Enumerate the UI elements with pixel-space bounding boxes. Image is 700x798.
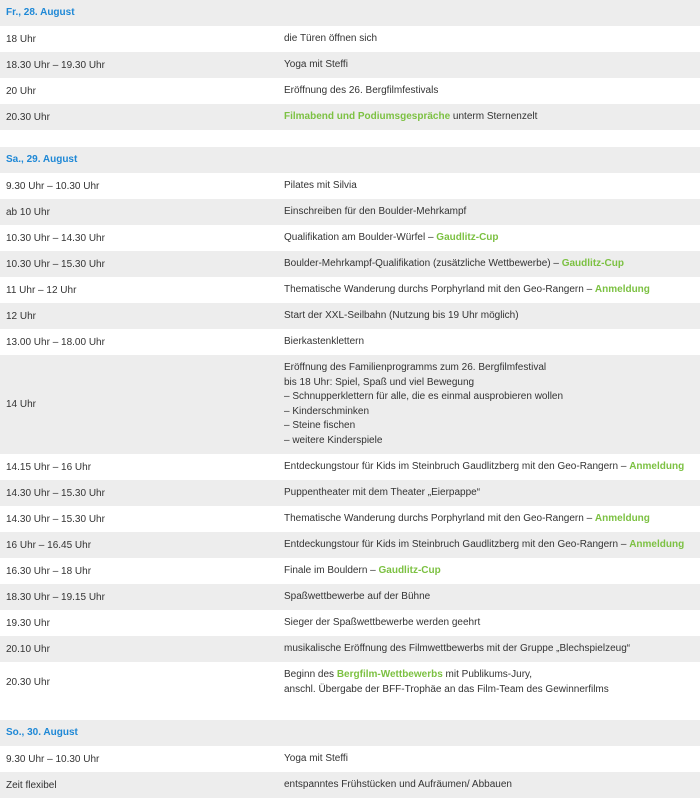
schedule-row [0, 173, 700, 199]
event-description [284, 636, 700, 662]
event-text: – Kinderschminken [284, 405, 370, 417]
event-description [284, 303, 700, 329]
event-description [284, 52, 700, 78]
event-line [284, 636, 692, 662]
event-line [284, 104, 692, 130]
event-line [284, 480, 692, 506]
day-heading: Sa., 29. August [0, 147, 700, 173]
schedule-row [0, 52, 700, 78]
day-section [0, 720, 700, 798]
event-description [284, 329, 700, 355]
event-text: – Schnupperklettern für alle, die es einmal ausprobieren wollen [284, 391, 564, 402]
schedule-row [0, 303, 700, 329]
schedule-row [0, 251, 700, 277]
event-line [284, 434, 692, 449]
schedule-row [0, 532, 700, 558]
event-line [284, 277, 692, 303]
event-text: Beginn des [284, 669, 337, 680]
event-description [284, 558, 700, 584]
day-separator [0, 130, 700, 147]
highlight-link[interactable]: Bergfilm-Wettbewerbs [336, 669, 443, 680]
event-description [284, 277, 700, 303]
event-line [284, 361, 692, 376]
schedule-row [0, 78, 700, 104]
event-time: 18.30 Uhr – 19.30 Uhr [6, 59, 105, 71]
event-description [284, 199, 700, 225]
event-description [284, 78, 700, 104]
event-line [284, 78, 692, 104]
event-time: 16 Uhr – 16.45 Uhr [6, 539, 92, 551]
day-section [0, 0, 700, 130]
highlight-link[interactable]: Gaudlitz-Cup [436, 232, 499, 243]
day-separator [0, 703, 700, 720]
event-time: 14.15 Uhr – 16 Uhr [6, 461, 92, 473]
schedule-row [0, 584, 700, 610]
event-text: – weitere Kinderspiele [284, 434, 383, 446]
event-line [284, 26, 692, 52]
event-description [284, 454, 700, 480]
event-text: Eröffnung des Familienprogramms zum 26. Bergfilmfestival [284, 362, 547, 373]
day-heading: So., 30. August [0, 720, 700, 746]
event-text: Thematische Wanderung durchs Porphyrland mit den Geo-Rangern – [284, 284, 595, 295]
event-line [284, 746, 692, 772]
event-time: 18.30 Uhr – 19.15 Uhr [6, 591, 105, 603]
event-time: 10.30 Uhr – 14.30 Uhr [6, 232, 105, 244]
event-time: 20.10 Uhr [6, 643, 50, 655]
highlight-link[interactable]: Anmeldung [629, 539, 685, 550]
event-text: Einschreiben für den Boulder-Mehrkampf [284, 206, 467, 217]
event-time: 20 Uhr [6, 85, 37, 97]
event-text: Qualifikation am Boulder-Würfel – [284, 232, 437, 243]
schedule-row [0, 636, 700, 662]
event-description [284, 251, 700, 277]
event-description [284, 746, 700, 772]
event-time: 13.00 Uhr – 18.00 Uhr [6, 336, 105, 348]
event-time: 20.30 Uhr [6, 111, 50, 123]
event-description [284, 480, 700, 506]
event-description [284, 610, 700, 636]
event-description [284, 662, 700, 703]
schedule-row [0, 26, 700, 52]
event-text: Puppentheater mit dem Theater „Eierpappe“ [284, 487, 481, 498]
event-text: Sieger der Spaßwettbewerbe werden geehrt [284, 617, 481, 628]
event-description [284, 173, 700, 199]
event-time: 11 Uhr – 12 Uhr [6, 284, 77, 296]
highlight-link[interactable]: Anmeldung [594, 513, 650, 524]
schedule-row [0, 772, 700, 798]
event-line [284, 329, 692, 355]
highlight-link[interactable]: Anmeldung [629, 461, 685, 472]
event-time: 9.30 Uhr – 10.30 Uhr [6, 753, 100, 765]
event-description [284, 584, 700, 610]
event-time: 20.30 Uhr [6, 677, 50, 688]
event-text: unterm Sternenzelt [450, 111, 538, 122]
event-line [284, 199, 692, 225]
event-text: mit Publikums-Jury, [442, 669, 533, 680]
event-description [284, 532, 700, 558]
schedule-row [0, 277, 700, 303]
event-description [284, 225, 700, 251]
schedule-row [0, 480, 700, 506]
event-description [284, 772, 700, 798]
event-line [284, 173, 692, 199]
day-section [0, 147, 700, 703]
event-description [284, 104, 700, 130]
event-text: Pilates mit Silvia [284, 180, 357, 191]
highlight-link[interactable]: Gaudlitz-Cup [561, 258, 624, 269]
schedule-row [0, 610, 700, 636]
schedule-row [0, 329, 700, 355]
event-text: Entdeckungstour für Kids im Steinbruch Gaudlitzberg mit den Geo-Rangern – [284, 461, 630, 472]
schedule-row [0, 558, 700, 584]
event-line [284, 303, 692, 329]
schedule-row [0, 225, 700, 251]
event-line [284, 419, 692, 434]
event-line [284, 558, 692, 584]
event-text: Spaßwettbewerbe auf der Bühne [284, 591, 431, 602]
event-text: Eröffnung des 26. Bergfilmfestivals [284, 85, 439, 96]
event-line [284, 668, 692, 683]
event-line [284, 376, 692, 391]
schedule-row [0, 746, 700, 772]
event-time: 16.30 Uhr – 18 Uhr [6, 565, 92, 577]
schedule-row [0, 454, 700, 480]
event-line [284, 584, 692, 610]
event-line [284, 251, 692, 277]
event-text: die Türen öffnen sich [284, 33, 378, 44]
event-text: Thematische Wanderung durchs Porphyrland mit den Geo-Rangern – [284, 513, 595, 524]
event-text: Boulder-Mehrkampf-Qualifikation (zusätzliche Wettbewerbe) – [284, 258, 562, 269]
event-line [284, 52, 692, 78]
event-description [284, 355, 700, 454]
event-line [284, 506, 692, 532]
event-text: entspanntes Frühstücken und Aufräumen/ Abbauen [284, 779, 512, 790]
day-heading: Fr., 28. August [0, 0, 700, 26]
schedule-row [0, 506, 700, 532]
event-text: Yoga mit Steffi [284, 753, 348, 764]
event-text: Bierkastenklettern [284, 336, 365, 347]
event-time: 14.30 Uhr – 15.30 Uhr [6, 487, 105, 499]
event-text: – Steine fischen [284, 420, 356, 431]
event-line [284, 610, 692, 636]
event-time: 19.30 Uhr [6, 617, 50, 629]
event-line [284, 532, 692, 558]
event-text: Start der XXL-Seilbahn (Nutzung bis 19 Uhr möglich) [284, 310, 519, 321]
highlight-link[interactable]: Anmeldung [594, 284, 650, 295]
event-time: 10.30 Uhr – 15.30 Uhr [6, 258, 105, 270]
highlight-link[interactable]: Gaudlitz-Cup [378, 565, 441, 576]
event-time: Zeit flexibel [6, 779, 57, 791]
event-description [284, 506, 700, 532]
event-time: 9.30 Uhr – 10.30 Uhr [6, 180, 100, 192]
event-description [284, 26, 700, 52]
event-line [284, 683, 692, 698]
schedule-row [0, 355, 700, 454]
event-text: Entdeckungstour für Kids im Steinbruch Gaudlitzberg mit den Geo-Rangern – [284, 539, 630, 550]
event-line [284, 405, 692, 420]
event-text: Yoga mit Steffi [284, 59, 348, 70]
schedule-row [0, 662, 700, 703]
event-text: bis 18 Uhr: Spiel, Spaß und viel Bewegung [284, 376, 475, 388]
event-line [284, 772, 692, 798]
event-time: 14.30 Uhr – 15.30 Uhr [6, 513, 105, 525]
event-text: anschl. Übergabe der BFF-Trophäe an das Film-Team des Gewinnerfilms [284, 683, 609, 695]
event-text: musikalische Eröffnung des Filmwettbewerbs mit der Gruppe „Blechspielzeug“ [284, 643, 631, 654]
event-line [284, 454, 692, 480]
schedule-row [0, 104, 700, 130]
event-time: 18 Uhr [6, 33, 37, 45]
event-text: Finale im Bouldern – [284, 565, 379, 576]
event-time: 14 Uhr [6, 399, 37, 410]
event-line [284, 390, 692, 405]
schedule-row [0, 199, 700, 225]
event-line [284, 225, 692, 251]
event-time: 12 Uhr [6, 310, 37, 322]
highlight-link[interactable]: Filmabend und Podiumsgespräche [284, 111, 451, 122]
event-time: ab 10 Uhr [6, 206, 50, 218]
